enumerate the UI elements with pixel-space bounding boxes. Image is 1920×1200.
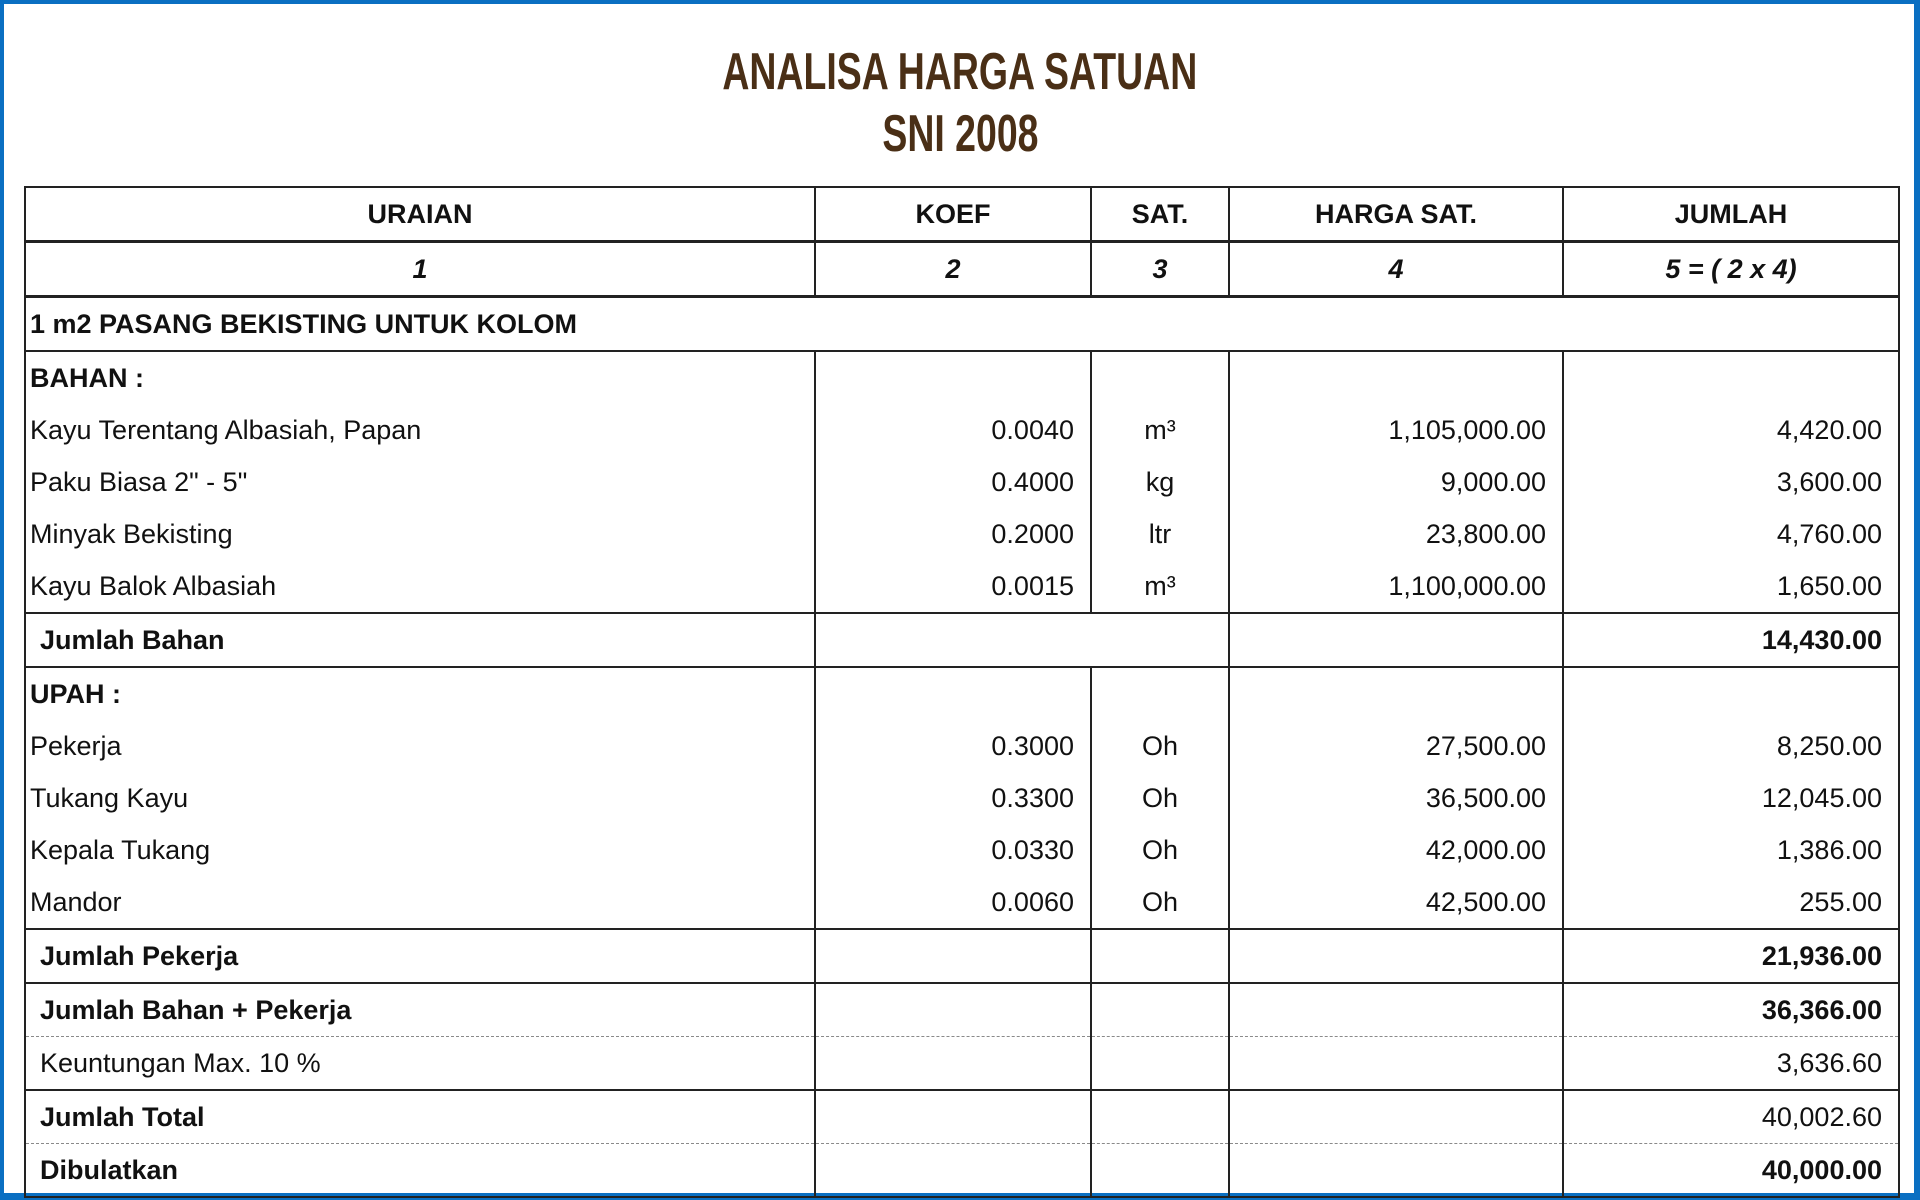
jumlah-pekerja-label: Jumlah Pekerja [25,929,815,983]
jumlah-bahan-row [25,613,1899,667]
bahan-label: BAHAN : [25,351,815,404]
unit-price-analysis-table [24,186,1900,1198]
bahan-item-jumlah: 4,760.00 [1563,508,1899,560]
bahan-item-koef: 0.0015 [815,560,1091,613]
bahan-item-harga: 1,105,000.00 [1229,404,1563,456]
bahan-item-uraian: Minyak Bekisting [25,508,815,560]
colnum-2: 2 [815,242,1091,297]
table-row [25,560,1899,613]
table-row [25,772,1899,824]
jumlah-bahan-value: 14,430.00 [1563,613,1899,667]
summary-value: 3,636.60 [1563,1037,1899,1091]
header-harga-sat: HARGA SAT. [1229,187,1563,242]
bahan-item-uraian: Kayu Terentang Albasiah, Papan [25,404,815,456]
summary-label: Jumlah Bahan + Pekerja [25,983,815,1037]
upah-item-sat: Oh [1091,824,1229,876]
jumlah-pekerja-row [25,929,1899,983]
bahan-label-row [25,351,1899,404]
work-item-row [25,297,1899,352]
upah-item-uraian: Pekerja [25,720,815,772]
bahan-item-koef: 0.2000 [815,508,1091,560]
header-sat: SAT. [1091,187,1229,242]
bahan-item-harga: 23,800.00 [1229,508,1563,560]
bahan-item-harga: 1,100,000.00 [1229,560,1563,613]
bahan-item-jumlah: 4,420.00 [1563,404,1899,456]
upah-item-jumlah: 8,250.00 [1563,720,1899,772]
keuntungan-row [25,1037,1899,1091]
dibulatkan-row [25,1144,1899,1198]
summary-value: 40,000.00 [1563,1144,1899,1198]
summary-label: Jumlah Total [25,1090,815,1144]
table-row [25,508,1899,560]
upah-item-jumlah: 12,045.00 [1563,772,1899,824]
table-row [25,876,1899,929]
document-subtitle: SNI 2008 [881,105,1039,163]
column-number-row [25,242,1899,297]
bahan-item-sat: kg [1091,456,1229,508]
table-row [25,456,1899,508]
bahan-item-uraian: Paku Biasa 2" - 5" [25,456,815,508]
colnum-4: 4 [1229,242,1563,297]
bahan-item-sat: m³ [1091,404,1229,456]
summary-label: Dibulatkan [25,1144,815,1198]
upah-item-sat: Oh [1091,772,1229,824]
upah-item-koef: 0.3000 [815,720,1091,772]
jumlah-bahan-pekerja-row [25,983,1899,1037]
upah-item-koef: 0.3300 [815,772,1091,824]
colnum-1: 1 [25,242,815,297]
bahan-item-koef: 0.0040 [815,404,1091,456]
bahan-item-sat: ltr [1091,508,1229,560]
upah-item-harga: 42,500.00 [1229,876,1563,929]
colnum-3: 3 [1091,242,1229,297]
upah-item-koef: 0.0060 [815,876,1091,929]
work-item-title: 1 m2 PASANG BEKISTING UNTUK KOLOM [25,297,1899,352]
table-row [25,404,1899,456]
bahan-item-koef: 0.4000 [815,456,1091,508]
header-jumlah: JUMLAH [1563,187,1899,242]
upah-item-koef: 0.0330 [815,824,1091,876]
summary-value: 40,002.60 [1563,1090,1899,1144]
upah-item-uraian: Kepala Tukang [25,824,815,876]
upah-item-sat: Oh [1091,720,1229,772]
upah-item-uraian: Mandor [25,876,815,929]
upah-item-jumlah: 1,386.00 [1563,824,1899,876]
table-row [25,720,1899,772]
bahan-item-jumlah: 3,600.00 [1563,456,1899,508]
header-row [25,187,1899,242]
document-title: ANALISA HARGA SATUAN [722,43,1198,101]
upah-item-uraian: Tukang Kayu [25,772,815,824]
upah-item-jumlah: 255.00 [1563,876,1899,929]
colnum-5: 5 = ( 2 x 4) [1563,242,1899,297]
bahan-item-sat: m³ [1091,560,1229,613]
jumlah-pekerja-value: 21,936.00 [1563,929,1899,983]
upah-item-harga: 27,500.00 [1229,720,1563,772]
summary-label: Keuntungan Max. 10 % [25,1037,815,1091]
jumlah-total-row [25,1090,1899,1144]
bahan-item-jumlah: 1,650.00 [1563,560,1899,613]
bahan-item-uraian: Kayu Balok Albasiah [25,560,815,613]
upah-label-row [25,667,1899,720]
upah-item-sat: Oh [1091,876,1229,929]
upah-item-harga: 36,500.00 [1229,772,1563,824]
upah-label: UPAH : [25,667,815,720]
header-koef: KOEF [815,187,1091,242]
table-row [25,824,1899,876]
upah-item-harga: 42,000.00 [1229,824,1563,876]
bahan-item-harga: 9,000.00 [1229,456,1563,508]
summary-value: 36,366.00 [1563,983,1899,1037]
header-uraian: URAIAN [25,187,815,242]
jumlah-bahan-label: Jumlah Bahan [25,613,815,667]
